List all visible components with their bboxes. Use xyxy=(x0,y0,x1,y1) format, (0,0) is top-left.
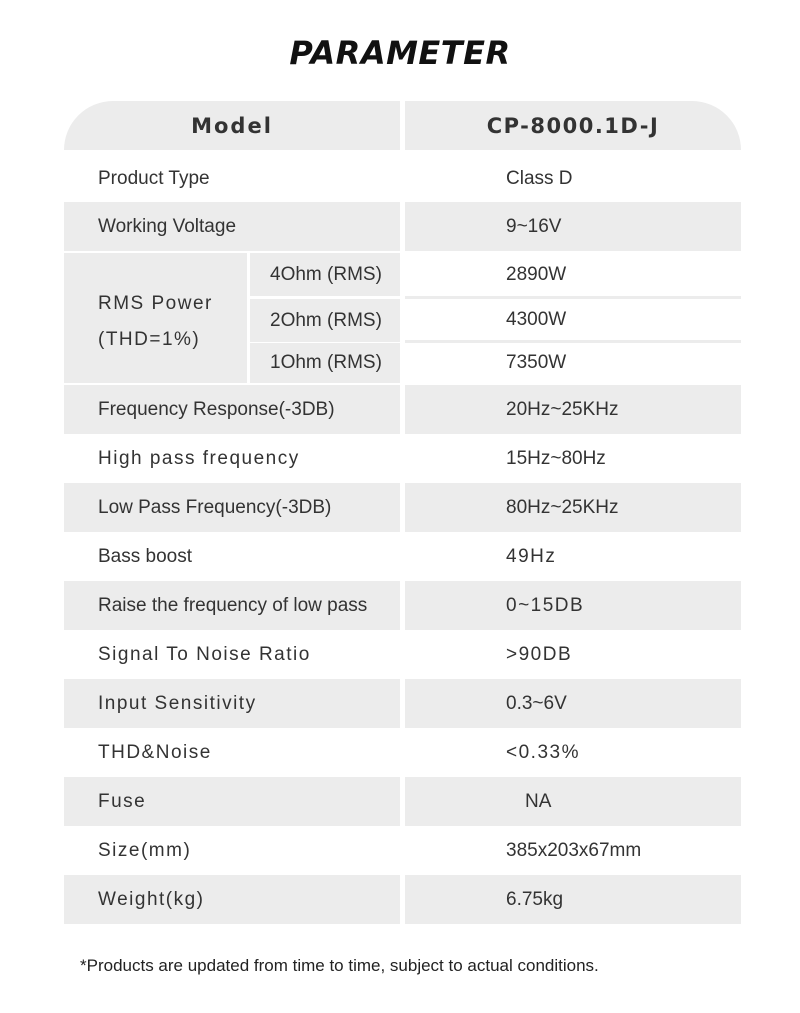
row-value: 49Hz xyxy=(506,545,557,567)
row-value: 0.3~6V xyxy=(405,679,741,728)
row-label: Low Pass Frequency(-3DB) xyxy=(64,483,400,532)
footnote: *Products are updated from time to time, subject to actual conditions. xyxy=(80,956,599,975)
row-label: Size(mm) xyxy=(98,839,192,861)
row-input-sensitivity xyxy=(64,679,741,728)
rms-sub-value: 2890W xyxy=(405,253,741,296)
row-value: 15Hz~80Hz xyxy=(506,447,606,469)
row-raise-low-pass xyxy=(64,581,741,630)
rms-power-group xyxy=(64,253,741,383)
rms-power-label xyxy=(98,286,213,358)
row-weight xyxy=(64,875,741,924)
rms-power-label-line1: RMS Power xyxy=(98,293,213,314)
row-thd-noise xyxy=(64,728,741,777)
row-value: NA xyxy=(405,777,741,826)
row-label: THD&Noise xyxy=(98,741,212,763)
row-high-pass-frequency xyxy=(64,434,741,483)
row-fuse xyxy=(64,777,741,826)
row-label: Raise the frequency of low pass xyxy=(64,581,400,630)
row-label: Bass boost xyxy=(98,545,192,567)
row-value: 9~16V xyxy=(405,202,741,251)
row-label: High pass frequency xyxy=(98,447,300,469)
row-value: 385x203x67mm xyxy=(506,839,642,861)
row-label: Working Voltage xyxy=(64,202,400,251)
row-label: Product Type xyxy=(98,167,210,189)
row-value: 20Hz~25KHz xyxy=(405,385,741,434)
row-value: 80Hz~25KHz xyxy=(405,483,741,532)
rms-power-label-line2: (THD=1%) xyxy=(98,329,201,350)
row-frequency-response xyxy=(64,385,741,434)
row-low-pass-frequency xyxy=(64,483,741,532)
rms-sub-value: 7350W xyxy=(405,343,741,383)
row-label: Input Sensitivity xyxy=(64,679,400,728)
row-signal-to-noise xyxy=(64,630,741,679)
row-value: <0.33% xyxy=(506,741,580,763)
rms-sub-value: 4300W xyxy=(405,299,741,340)
row-label: Frequency Response(-3DB) xyxy=(64,385,400,434)
row-label: Weight(kg) xyxy=(64,875,400,924)
row-value: 0~15DB xyxy=(405,581,741,630)
rms-sub-label: 2Ohm (RMS) xyxy=(250,299,400,342)
rms-sub-label: 1Ohm (RMS) xyxy=(250,343,400,383)
row-label: Fuse xyxy=(64,777,400,826)
row-value: Class D xyxy=(506,167,573,189)
header-model-label: Model xyxy=(64,101,400,150)
row-working-voltage xyxy=(64,202,741,251)
row-bass-boost xyxy=(64,532,741,581)
rms-sub-label: 4Ohm (RMS) xyxy=(250,253,400,296)
row-product-type xyxy=(64,154,741,203)
row-label: Signal To Noise Ratio xyxy=(98,643,311,665)
row-size xyxy=(64,826,741,875)
page-title: PARAMETER xyxy=(289,34,511,72)
row-value: >90DB xyxy=(506,643,573,665)
row-value: 6.75kg xyxy=(405,875,741,924)
header-model-value: CP-8000.1D-J xyxy=(405,101,741,150)
